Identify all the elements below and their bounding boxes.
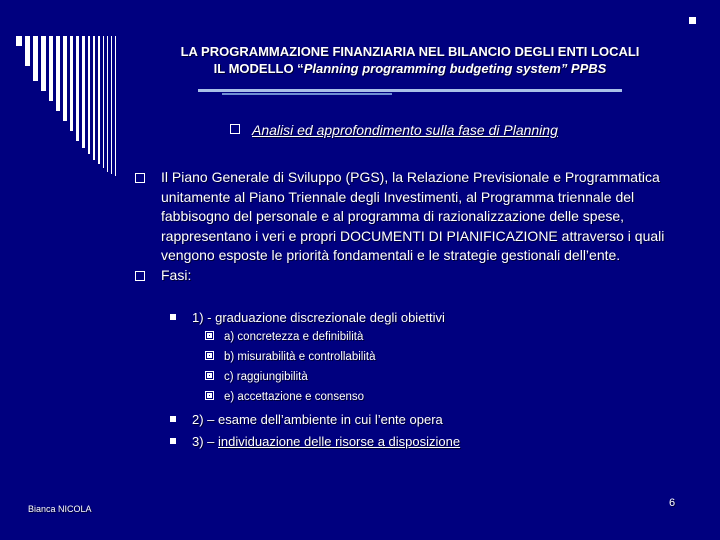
corner-square-decoration: [689, 17, 696, 24]
filled-square-bullet-icon: [170, 416, 176, 422]
target-square-bullet-icon: [205, 371, 214, 380]
target-square-bullet-icon: [205, 391, 214, 400]
filled-square-bullet-icon: [170, 314, 176, 320]
phase-3-underlined: individuazione delle risorse a disposizione: [218, 434, 461, 449]
criteria-text: c) raggiungibilità: [224, 371, 308, 383]
hollow-square-bullet-icon: [135, 173, 145, 183]
title-line-1: LA PROGRAMMAZIONE FINANZIARIA NEL BILANCIO DEGLI ENTI LOCALI: [180, 44, 640, 59]
phase-3-prefix: 3) –: [192, 434, 219, 449]
slide-number: 6: [669, 497, 676, 509]
title-line-2-italic: Planning programming budgeting system” PPBS: [303, 61, 607, 76]
criteria-text: e) accettazione e consenso: [224, 391, 365, 403]
title-underline-accent: [222, 93, 392, 95]
footer-author: Bianca NICOLA: [28, 504, 92, 514]
target-square-bullet-icon: [205, 331, 214, 340]
bullet-paragraph-2: [135, 266, 695, 286]
hollow-square-bullet-icon: [135, 271, 145, 281]
paragraph-2-text: Fasi:: [161, 267, 192, 283]
phase-item-1: [170, 310, 445, 325]
slide-body: [135, 168, 695, 286]
slide-subtitle: [230, 122, 558, 138]
title-line-2: [160, 60, 660, 77]
target-square-bullet-icon: [205, 351, 214, 360]
paragraph-1-text: Il Piano Generale di Sviluppo (PGS), la Relazione Previsionale e Programmatica unitamente al Piano Triennale degli Investimenti, al Programma triennale del fabbisogno del personale e al programma di razionalizzazione delle spese, rappresentano i veri e propri DOCUMENTI DI PIANIFICAZIONE attraverso i quali vengono esposte le priorità fondamentali e le strategie gestionali dell’ente.: [161, 169, 665, 263]
title-line-2-prefix: IL MODELLO “: [213, 61, 304, 76]
title-underline-rule: [198, 89, 622, 92]
subtitle-text: Analisi ed approfondimento sulla fase di Planning: [252, 122, 558, 138]
stripe-decoration: [16, 36, 156, 176]
filled-square-bullet-icon: [170, 438, 176, 444]
bullet-paragraph-1: [135, 168, 695, 266]
criteria-item: [205, 351, 375, 363]
criteria-item: [205, 391, 364, 403]
criteria-item: [205, 371, 308, 383]
criteria-text: b) misurabilità e controllabilità: [224, 351, 376, 363]
phase-item-3: [170, 434, 460, 449]
slide-title: [160, 43, 660, 77]
phase-item-2: [170, 412, 443, 427]
phase-2-text: 2) – esame dell’ambiente in cui l’ente opera: [192, 412, 443, 427]
criteria-item: [205, 331, 363, 343]
criteria-text: a) concretezza e definibilità: [224, 331, 364, 343]
phase-1-text: 1) - graduazione discrezionale degli obiettivi: [192, 310, 445, 325]
hollow-square-bullet-icon: [230, 124, 240, 134]
